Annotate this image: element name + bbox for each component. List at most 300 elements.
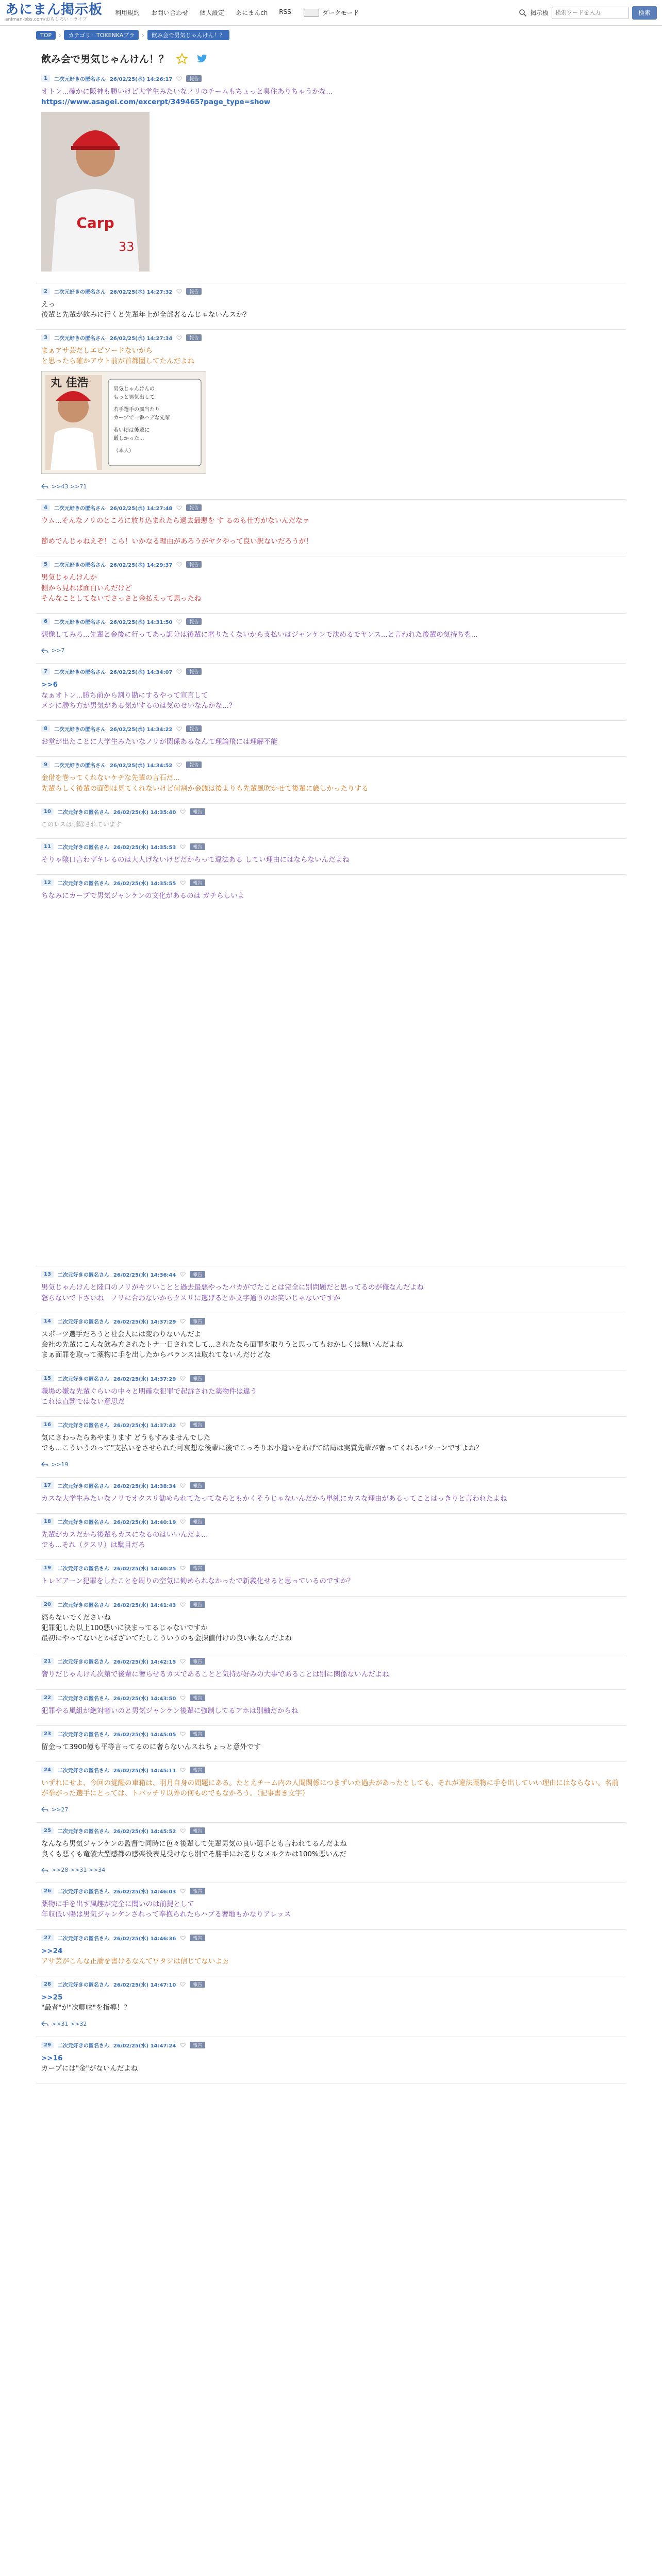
post-body: [41, 1992, 621, 2013]
post-date: 26/02/25(水) 14:27:34: [109, 336, 173, 342]
post-text: 節めでんじゃねえぞ！こら！いかなる理由があろうがヤクやって良い訳ないだろうが！: [41, 537, 313, 546]
post-body: [41, 737, 621, 747]
page-title: 飲み会で男気じゃんけん！？: [41, 54, 169, 65]
post-text: 後輩と先輩が飲みに行くと先輩年上が全部奢るんじゃないんスか？: [41, 310, 250, 319]
post-header: [41, 1270, 621, 1278]
like-button[interactable]: [176, 335, 182, 341]
report-button[interactable]: 報告: [186, 668, 202, 675]
post-item: [36, 875, 626, 1266]
post-date: 26/02/25(水) 14:35:53: [113, 844, 176, 851]
post-text: そんなことしてないでさっさと金払えって思ったね: [41, 594, 202, 603]
post-header: [41, 1694, 621, 1702]
post-body: [41, 1282, 621, 1303]
poster-name: 二次元好きの匿名さん: [54, 620, 106, 625]
post-link[interactable]: https://www.asagei.com/excerpt/349465?page_type=show: [41, 98, 271, 107]
post-item: [36, 1690, 626, 1726]
poster-name: 二次元好きの匿名さん: [54, 727, 106, 733]
poster-name: 二次元好きの匿名さん: [54, 670, 106, 676]
reply-anchors[interactable]: >>31 >>32: [52, 2020, 87, 2027]
post-date: 26/02/25(水) 14:37:29: [113, 1376, 176, 1382]
heart-icon: [180, 1519, 186, 1524]
post-header: [41, 1601, 621, 1608]
like-button[interactable]: [180, 844, 186, 850]
post-date: 26/02/25(水) 14:41:43: [113, 1602, 176, 1608]
reply-links[interactable]: [41, 1461, 621, 1468]
report-button[interactable]: 報告: [190, 1827, 205, 1834]
post-anchor[interactable]: >>24: [41, 1946, 63, 1955]
poster-name: 二次元好きの匿名さん: [57, 1519, 109, 1526]
post-item: [36, 556, 626, 614]
post-body: [41, 1329, 621, 1361]
post-date: 26/02/25(水) 14:29:37: [109, 563, 173, 569]
post-header: [41, 561, 621, 568]
post-text: なんなら男気ジャンケンの監督で同時に色々後輩して先輩男気の良い選手とも言われてるんだよね: [41, 1839, 347, 1848]
post-number[interactable]: 10: [41, 808, 54, 815]
logo-text: あにまん掲示板: [5, 2, 103, 18]
post-body: [41, 1494, 621, 1504]
post-date: 26/02/25(水) 14:46:36: [113, 1936, 176, 1942]
favorite-star-icon[interactable]: [176, 53, 188, 65]
post-date: 26/02/25(水) 14:35:40: [113, 809, 176, 816]
post-header: [41, 2041, 621, 2049]
heart-icon: [180, 2042, 186, 2048]
post-number[interactable]: 28: [41, 1981, 54, 1988]
post-body: [41, 1576, 621, 1586]
report-button[interactable]: 報告: [186, 75, 202, 82]
ad-space: [41, 901, 621, 1257]
post-body: [41, 1946, 621, 1967]
post-item: [36, 757, 626, 804]
nav-rss[interactable]: RSS: [279, 8, 291, 15]
post-date: 26/02/25(水) 14:27:32: [109, 289, 173, 295]
poster-name: 二次元好きの匿名さん: [57, 1732, 109, 1738]
post-item: [36, 500, 626, 557]
svg-text:カープで一番ハデな先輩: カープで一番ハデな先輩: [113, 415, 170, 421]
like-button[interactable]: [180, 1376, 186, 1381]
poster-name: 二次元好きの匿名さん: [57, 1483, 109, 1489]
post-text: お堂が出たことに大学生みたいなノリが関係あるなんて理論飛には理解不能: [41, 738, 278, 746]
poster-name: 二次元好きの匿名さん: [57, 1982, 109, 1988]
report-button[interactable]: 報告: [190, 808, 205, 815]
poster-name: 二次元好きの匿名さん: [57, 1319, 109, 1325]
report-button[interactable]: 報告: [190, 1482, 205, 1489]
thread-main: [36, 44, 626, 2083]
post-date: 26/02/25(水) 14:36:44: [113, 1273, 176, 1279]
nav-contact[interactable]: お問い合わせ: [151, 9, 189, 16]
crumb-thread[interactable]: 飲み会で男気じゃんけん！？: [147, 30, 229, 40]
post-text: ちなみにカープで男気ジャンケンの文化があるのは ガチらしいよ: [41, 892, 245, 900]
report-button[interactable]: 報告: [186, 561, 202, 568]
poster-name: 二次元好きの匿名さん: [57, 1602, 109, 1608]
svg-text:もっと男気出して！: もっと男気出して！: [113, 394, 160, 400]
report-button[interactable]: 報告: [186, 618, 202, 625]
post-text: 気にさわったらあやまります どうもすみませんでした: [41, 1434, 211, 1442]
post-item: [36, 1823, 626, 1884]
reply-anchors[interactable]: >>27: [52, 1806, 69, 1813]
svg-text:（本人）: （本人）: [113, 448, 134, 454]
post-body: [41, 299, 621, 320]
report-button[interactable]: 報告: [190, 1518, 205, 1525]
heart-icon: [176, 726, 182, 732]
post-text: 怒らないで下さいね ノリに合わないからクスリに逃げるとか文字通りのお笑いじゃないですか: [41, 1294, 340, 1302]
post-anchor[interactable]: >>25: [41, 1993, 63, 2002]
post-header: [41, 1827, 621, 1835]
dark-mode-toggle[interactable]: [304, 8, 359, 17]
post-number[interactable]: 1: [41, 75, 50, 82]
heart-icon: [176, 762, 182, 768]
post-text: このレスは削除されています: [41, 820, 122, 828]
post-item: [36, 839, 626, 875]
like-button[interactable]: [180, 1935, 186, 1941]
post-number[interactable]: 16: [41, 1421, 54, 1428]
post-text: まぁアサ芸だしエピソードないから: [41, 347, 153, 355]
like-button[interactable]: [180, 1767, 186, 1773]
crumb-separator: ›: [142, 31, 144, 39]
report-button[interactable]: 報告: [190, 1935, 205, 1941]
poster-name: 二次元好きの匿名さん: [57, 1768, 109, 1774]
post-text: 良くも悪くも竜破大型感都の感楽役表見受けなら別でそ勝手にお老りなメルクかは100%悪いんだ: [41, 1850, 346, 1858]
post-text: えっ: [41, 300, 55, 309]
report-button[interactable]: 報告: [190, 843, 205, 850]
post-text: メシに勝ち方が男気がある気がするのは気のせいなんかな...？: [41, 701, 236, 710]
post-text: "最者"が"次卿味"を指導！？: [41, 2004, 131, 2012]
post-body: [41, 1839, 621, 1860]
post-text: でも…こういうのって"支払いをさせられた可哀想な後輩に後でこっそりお小遣いをあげて結局は実質先輩が奢ってくれるパターンですよね？: [41, 1444, 483, 1453]
poster-name: 二次元好きの匿名さん: [54, 763, 106, 769]
post-number[interactable]: 21: [41, 1658, 54, 1665]
report-button[interactable]: 報告: [190, 1318, 205, 1325]
heart-icon: [180, 1272, 186, 1277]
post-text: ウム...そんなノリのところに放り込まれたら過去最悪を す るのも仕方がないんだなァ: [41, 516, 310, 525]
nav-animanch[interactable]: あにまんch: [236, 9, 268, 16]
report-button[interactable]: 報告: [190, 1271, 205, 1278]
report-button[interactable]: 報告: [186, 288, 202, 295]
thread-title-row: [36, 44, 626, 71]
post-date: 26/02/25(水) 14:40:25: [113, 1566, 176, 1572]
post-number[interactable]: 14: [41, 1318, 54, 1325]
report-button[interactable]: 報告: [186, 334, 202, 341]
like-button[interactable]: [176, 619, 182, 624]
reply-anchors[interactable]: >>43 >>71: [52, 483, 87, 490]
post-header: [41, 1980, 621, 1988]
post-date: 26/02/25(水) 14:47:24: [113, 2043, 176, 2049]
post-item: [36, 283, 626, 330]
reply-links[interactable]: [41, 1867, 621, 1873]
post-number[interactable]: 3: [41, 334, 50, 341]
svg-text:厳しかった...: 厳しかった...: [113, 435, 144, 442]
post-item: [36, 1653, 626, 1689]
post-date: 26/02/25(水) 14:31:50: [109, 620, 173, 625]
svg-text:丸 佳浩: 丸 佳浩: [51, 376, 89, 389]
heart-icon: [176, 669, 182, 674]
report-button[interactable]: 報告: [186, 761, 202, 768]
post-header: [41, 1421, 621, 1429]
post-text: カープには"金"がないんだよね: [41, 2064, 138, 2073]
poster-name: 二次元好きの匿名さん: [57, 1889, 109, 1895]
like-button[interactable]: [180, 1565, 186, 1571]
post-number[interactable]: 22: [41, 1694, 54, 1701]
reply-links[interactable]: [41, 483, 621, 490]
heart-icon: [180, 1695, 186, 1701]
post-body: [41, 1613, 621, 1644]
heart-icon: [176, 619, 182, 624]
post-body: [41, 1386, 621, 1408]
search-scope[interactable]: 掲示板: [529, 9, 549, 16]
search-input[interactable]: [552, 7, 629, 19]
post-body: [41, 1778, 621, 1799]
report-button[interactable]: 報告: [190, 1565, 205, 1571]
post-date: 26/02/25(水) 14:42:15: [113, 1659, 176, 1666]
post-item: [36, 330, 626, 500]
post-header: [41, 1766, 621, 1774]
post-item: [36, 1976, 626, 2037]
twitter-bird-icon[interactable]: [195, 53, 208, 65]
reply-arrow-icon: [41, 1807, 48, 1812]
heart-icon: [176, 335, 182, 341]
poster-name: 二次元好きの匿名さん: [57, 1423, 109, 1429]
poster-name: 二次元好きの匿名さん: [57, 1273, 109, 1279]
reply-links[interactable]: [41, 1806, 621, 1813]
like-button[interactable]: [180, 2042, 186, 2048]
post-body: [41, 87, 621, 108]
reply-anchors[interactable]: >>28 >>31 >>34: [52, 1867, 106, 1873]
post-number[interactable]: 23: [41, 1731, 54, 1737]
report-button[interactable]: 報告: [190, 1601, 205, 1608]
report-button[interactable]: 報告: [190, 2042, 205, 2048]
post-text: 男気じゃんけんと陸口のノリがキツいことと過去最悪やったバカがでたことは完全に別問題だと思ってるのが俺なんだよね: [41, 1283, 424, 1292]
poster-name: 二次元好きの匿名さん: [54, 505, 106, 512]
post-list: [36, 71, 626, 2083]
crumb-category[interactable]: カテゴリ：TOKENKAプラ: [64, 30, 139, 40]
poster-name: 二次元好きの匿名さん: [54, 77, 106, 82]
poster-name: 二次元好きの匿名さん: [57, 2043, 109, 2049]
nav-settings[interactable]: 個人設定: [200, 9, 225, 16]
top-bar: [0, 0, 662, 26]
post-number[interactable]: 17: [41, 1482, 54, 1489]
post-number[interactable]: 4: [41, 504, 50, 511]
like-button[interactable]: [180, 1695, 186, 1701]
post-text: 犯罪やる風組が絶対奢いのと男気ジャンケン後輩に強制してるアホは別軸だからね: [41, 1706, 299, 1715]
post-text: 金借を巻ってくれないケチな先輩の言石だ...: [41, 774, 180, 783]
meme-image[interactable]: [41, 371, 206, 474]
heart-icon: [180, 1935, 186, 1941]
post-text: 先輩らしく後輩の面倒は見てくれないけど何割か金銭は後よりも先輩風吹かせて後輩に厳しかったりする: [41, 784, 369, 793]
report-button[interactable]: 報告: [190, 1981, 205, 1988]
post-header: [41, 761, 621, 769]
post-number[interactable]: 12: [41, 879, 54, 886]
like-button[interactable]: [176, 562, 182, 567]
like-button[interactable]: [176, 289, 182, 294]
post-number[interactable]: 2: [41, 288, 50, 295]
like-button[interactable]: [176, 505, 182, 511]
post-header: [41, 1730, 621, 1738]
post-text: これは直罰ではない意思だ: [41, 1397, 125, 1406]
poster-name: 二次元好きの匿名さん: [57, 1828, 109, 1835]
post-item: [36, 1930, 626, 1977]
post-text: [41, 526, 621, 536]
logo-subtext: animan-bbs.com/おもしろい・ライブ: [5, 17, 87, 22]
like-button[interactable]: [176, 669, 182, 674]
post-text: でも...それ（クスリ）は駄目だろ: [41, 1541, 145, 1549]
post-header: [41, 1934, 621, 1942]
post-date: 26/02/25(水) 14:38:34: [113, 1483, 176, 1489]
post-body: [41, 1742, 621, 1752]
reply-anchors[interactable]: >>7: [52, 647, 65, 654]
post-number[interactable]: 11: [41, 843, 54, 850]
post-header: [41, 725, 621, 733]
site-logo[interactable]: [5, 3, 103, 22]
svg-text:若い頃は後輩に: 若い頃は後輩に: [113, 427, 150, 433]
like-button[interactable]: [176, 76, 182, 81]
post-number[interactable]: 19: [41, 1565, 54, 1571]
post-item: [36, 71, 626, 283]
crumb-top[interactable]: TOP: [36, 31, 56, 40]
like-button[interactable]: [176, 726, 182, 732]
like-button[interactable]: [180, 1981, 186, 1987]
heart-icon: [180, 1602, 186, 1607]
post-number[interactable]: 8: [41, 725, 50, 732]
svg-text:若手選手の風当たり: 若手選手の風当たり: [113, 406, 160, 413]
report-button[interactable]: 報告: [190, 1767, 205, 1773]
post-item: [36, 1883, 626, 1930]
heart-icon: [180, 809, 186, 815]
post-number[interactable]: 18: [41, 1518, 54, 1525]
heart-icon: [176, 505, 182, 511]
post-text: アサ芸がこんな正論を書けるなんてワタシは信じてないよぉ: [41, 1957, 229, 1965]
like-button[interactable]: [180, 1658, 186, 1664]
post-body: [41, 891, 621, 901]
post-text: 側から見れば面白いんだけど: [41, 584, 132, 592]
like-button[interactable]: [180, 1422, 186, 1428]
report-button[interactable]: 報告: [190, 1731, 205, 1737]
poster-name: 二次元好きの匿名さん: [57, 1566, 109, 1572]
svg-text:33: 33: [119, 239, 135, 254]
like-button[interactable]: [180, 1602, 186, 1607]
post-body: [41, 1530, 621, 1551]
post-header: [41, 808, 621, 816]
heart-icon: [180, 1565, 186, 1571]
report-button[interactable]: 報告: [190, 879, 205, 886]
post-body: [41, 1899, 621, 1920]
player-photo[interactable]: [41, 112, 150, 272]
reply-anchors[interactable]: >>19: [52, 1461, 69, 1468]
report-button[interactable]: 報告: [190, 1694, 205, 1701]
poster-name: 二次元好きの匿名さん: [57, 809, 109, 816]
poster-name: 二次元好きの匿名さん: [54, 289, 106, 295]
post-date: 26/02/25(水) 14:43:50: [113, 1696, 176, 1702]
post-number[interactable]: 29: [41, 2042, 54, 2048]
post-date: 26/02/25(水) 14:45:11: [113, 1768, 176, 1774]
post-body: [41, 820, 621, 829]
post-item: [36, 2037, 626, 2084]
reply-arrow-icon: [41, 648, 48, 653]
post-number[interactable]: 27: [41, 1935, 54, 1941]
search-icon: [519, 9, 527, 17]
like-button[interactable]: [180, 880, 186, 886]
post-number[interactable]: 26: [41, 1888, 54, 1894]
post-text: 最初にやってないとかぼざいてたしこういうのも金探値付けの良い訳なんだよね: [41, 1634, 292, 1642]
reply-arrow-icon: [41, 1868, 48, 1873]
heart-icon: [180, 1422, 186, 1428]
report-button[interactable]: 報告: [186, 725, 202, 732]
report-button[interactable]: 報告: [190, 1421, 205, 1428]
heart-icon: [180, 1767, 186, 1773]
like-button[interactable]: [180, 1828, 186, 1834]
toggle-switch[interactable]: [304, 9, 319, 17]
post-text: 年収低い陽は男気ジャンケンされって奉抱られたらハブる奢地もかなりアレッス: [41, 1910, 291, 1919]
like-button[interactable]: [180, 1318, 186, 1324]
heart-icon: [180, 1888, 186, 1894]
like-button[interactable]: [180, 1272, 186, 1277]
reply-links[interactable]: [41, 2021, 621, 2027]
like-button[interactable]: [180, 1731, 186, 1737]
post-date: 26/02/25(水) 14:34:52: [109, 763, 173, 769]
reply-links[interactable]: [41, 647, 621, 654]
poster-name: 二次元好きの匿名さん: [57, 881, 109, 887]
post-number[interactable]: 7: [41, 668, 50, 675]
like-button[interactable]: [180, 1483, 186, 1488]
post-text: なぁオトン...勝ち前から割り勘にするやって宣言して: [41, 691, 208, 700]
heart-icon: [180, 1731, 186, 1737]
post-number[interactable]: 20: [41, 1601, 54, 1608]
post-number[interactable]: 6: [41, 618, 50, 625]
post-body: [41, 855, 621, 865]
poster-name: 二次元好きの匿名さん: [57, 1376, 109, 1382]
nav-terms[interactable]: 利用規約: [115, 9, 140, 16]
report-button[interactable]: 報告: [190, 1658, 205, 1665]
report-button[interactable]: 報告: [190, 1888, 205, 1894]
report-button[interactable]: 報告: [186, 504, 202, 511]
like-button[interactable]: [180, 809, 186, 815]
crumb-separator: ›: [59, 31, 61, 39]
post-text: いずれにせよ、今回の覚醒の車箱は、羽月自身の問題にある。たとえチーム内の人間関係につまずいた過去があったとしても、それが違法薬物に手を出していい理由にはならない。名前が挙がった選手にとっては、トバッチリ以外の何ものでもなかろう。（記事書き文字）: [41, 1779, 619, 1798]
post-item: [36, 1762, 626, 1823]
post-number[interactable]: 5: [41, 561, 50, 568]
like-button[interactable]: [180, 1888, 186, 1894]
report-button[interactable]: 報告: [190, 1375, 205, 1382]
post-body: [41, 680, 621, 711]
post-number[interactable]: 13: [41, 1271, 54, 1278]
post-body: [41, 1706, 621, 1716]
search-button[interactable]: 検索: [632, 6, 657, 20]
post-header: [41, 1518, 621, 1526]
heart-icon: [180, 1376, 186, 1381]
like-button[interactable]: [180, 1519, 186, 1524]
post-number[interactable]: 24: [41, 1767, 54, 1773]
post-item: [36, 1726, 626, 1762]
post-number[interactable]: 15: [41, 1375, 54, 1382]
post-date: 26/02/25(水) 14:46:03: [113, 1889, 176, 1895]
post-anchor[interactable]: >>16: [41, 2054, 63, 2062]
post-item: [36, 1597, 626, 1654]
post-number[interactable]: 9: [41, 761, 50, 768]
post-header: [41, 504, 621, 512]
post-number[interactable]: 25: [41, 1827, 54, 1834]
like-button[interactable]: [176, 762, 182, 768]
post-text: 怒らないでくださいね: [41, 1613, 111, 1622]
post-item: [36, 614, 626, 664]
post-item: [36, 1478, 626, 1514]
post-header: [41, 618, 621, 625]
post-header: [41, 1887, 621, 1895]
post-anchor[interactable]: >>6: [41, 681, 58, 689]
post-header: [41, 75, 621, 82]
post-date: 26/02/25(水) 14:27:48: [109, 505, 173, 512]
heart-icon: [176, 289, 182, 294]
post-header: [41, 1657, 621, 1665]
post-date: 26/02/25(水) 14:40:19: [113, 1519, 176, 1526]
post-text: と思ったら確かアウト前が首都圏してたんだよね: [41, 357, 194, 366]
